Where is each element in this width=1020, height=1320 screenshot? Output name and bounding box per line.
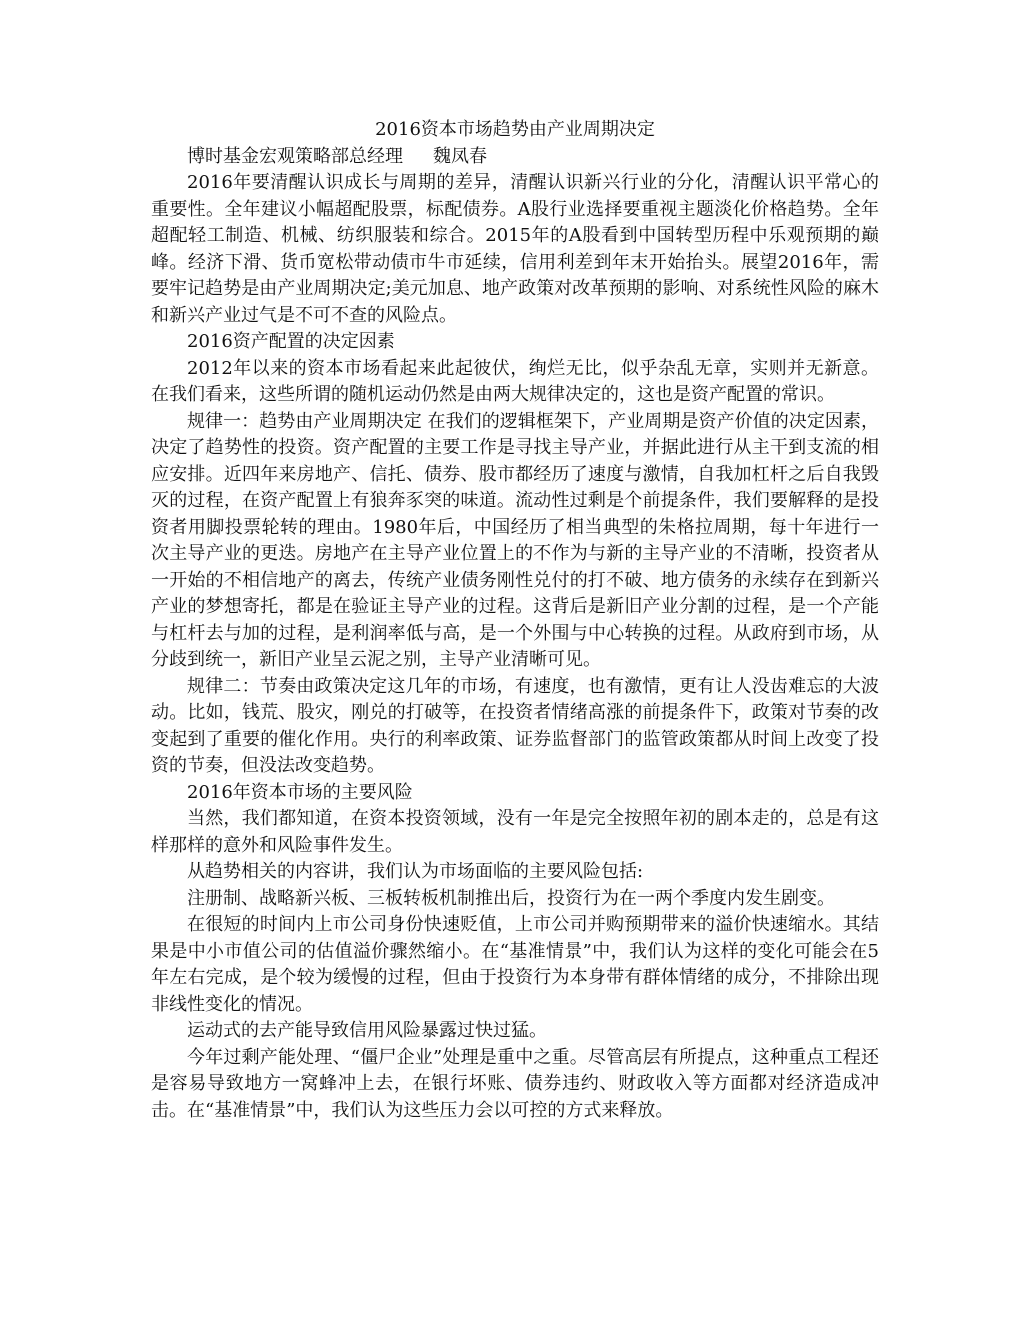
paragraph-risk-credit: 运动式的去产能导致信用风险暴露过快过猛。 xyxy=(187,1020,547,1041)
author-role: 博时基金宏观策略部总经理 xyxy=(187,145,403,167)
document-page xyxy=(151,117,879,1124)
paragraph-risk-overcapacity: 今年过剩产能处理、“僵尸企业”处理是重中之重。尽管高层有所提点，这种重点工程还是容易导致地方一窝蜂冲上去，在银行坏账、债券违约、财政收入等方面都对经济造成冲击。在“基准情景”中，我们认为这些压力会以可控的方式来释放。 xyxy=(151,1046,879,1121)
paragraph-rule-one: 规律一：趋势由产业周期决定 在我们的逻辑框架下，产业周期是资产价值的决定因素，决定了趋势性的投资。资产配置的主要工作是寻找主导产业，并据此进行从主干到支流的相应安排。近四年来房地产、信托、债券、股市都经历了速度与激情，自我加杠杆之后自我毁灭的过程，在资产配置上有狼奔豕突的味道。流动性过剩是个前提条件，我们要解释的是投资者用脚投票轮转的理由。1980年后，中国经历了相当典型的朱格拉周期，每十年进行一次主导产业的更迭。房地产在主导产业位置上的不作为与新的主导产业的不清晰，投资者从一开始的不相信地产的离去，传统产业债务刚性兑付的打不破、地方债务的永续存在到新兴产业的梦想寄托，都是在验证主导产业的过程。这背后是新旧产业分割的过程，是一个产能与杠杆去与加的过程，是利润率低与高，是一个外围与中心转换的过程。从政府到市场，从分歧到统一，新旧产业呈云泥之别，主导产业清晰可见。 xyxy=(151,410,879,670)
section-heading-main-risks: 2016年资本市场的主要风险 xyxy=(187,781,413,803)
paragraph-risk-registration: 注册制、战略新兴板、三板转板机制推出后，投资行为在一两个季度内发生剧变。 xyxy=(187,887,835,909)
paragraph-intro: 2016年要清醒认识成长与周期的差异，清醒认识新兴行业的分化，清醒认识平常心的重要性。全年建议小幅超配股票，标配债券。A股行业选择要重视主题淡化价格趋势。全年超配轻工制造、机械、纺织服装和综合。2015年的A股看到中国转型历程中乐观预期的巅峰。经济下滑、货币宽松带动债市牛市延续，信用利差到年末开始抬头。展望2016年，需要牢记趋势是由产业周期决定;美元加息、地产政策对改革预期的影响、对系统性风险的麻木和新兴产业过气是不可不查的风险点。 xyxy=(151,172,879,326)
section-heading-allocation-factors: 2016资产配置的决定因素 xyxy=(187,331,395,352)
paragraph-risk-intro: 当然，我们都知道，在资本投资领域，没有一年是完全按照年初的剧本走的，总是有这样那样的意外和风险事件发生。 xyxy=(151,808,879,856)
document-title: 2016资本市场趋势由产业周期决定 xyxy=(375,119,655,140)
paragraph-market-since-2012: 2012年以来的资本市场看起来此起彼伏，绚烂无比，似乎杂乱无章，实则并无新意。在我们看来，这些所谓的随机运动仍然是由两大规律决定的，这也是资产配置的常识。 xyxy=(151,357,879,405)
author-name: 魏凤春 xyxy=(433,145,487,167)
paragraph-risk-list-lead: 从趋势相关的内容讲，我们认为市场面临的主要风险包括: xyxy=(187,861,644,882)
paragraph-rule-two: 规律二：节奏由政策决定这几年的市场，有速度，也有激情，更有让人没齿难忘的大波动。比如，钱荒、股灾，刚兑的打破等，在投资者情绪高涨的前提条件下，政策对节奏的改变起到了重要的催化作用。央行的利率政策、证券监督部门的监管政策都从时间上改变了投资的节奏，但没法改变趋势。 xyxy=(151,675,879,776)
author-line xyxy=(151,144,879,171)
paragraph-risk-valuation: 在很短的时间内上市公司身份快速贬值，上市公司并购预期带来的溢价快速缩水。其结果是中小市值公司的估值溢价骤然缩小。在“基准情景”中，我们认为这样的变化可能会在5年左右完成，是个较为缓慢的过程，但由于投资行为本身带有群体情绪的成分，不排除出现非线性变化的情况。 xyxy=(151,914,879,1015)
